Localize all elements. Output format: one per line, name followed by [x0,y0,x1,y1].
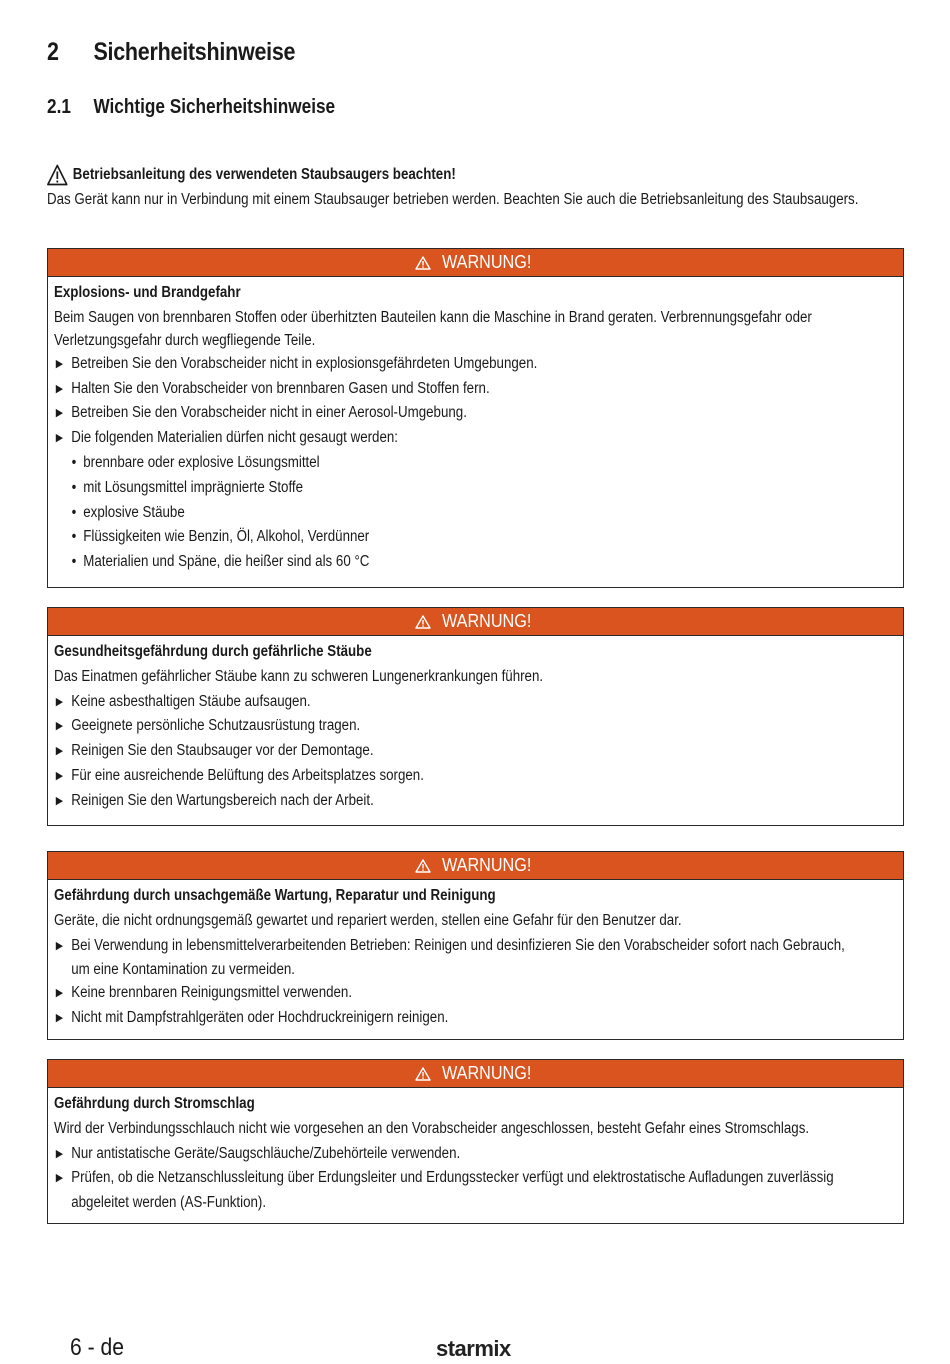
step-item-continued: um eine Kontamination zu vermeiden. [71,961,295,979]
arrow-icon: ▶ [55,432,64,445]
notice-title: Betriebsanleitung des verwendeten Staubsaugers beachten! [72,166,456,183]
step-item: ▶ Nicht mit Dampfstrahlgeräten oder Hochdruckreinigern reinigen. [54,1006,895,1031]
arrow-icon: ▶ [55,987,64,1000]
warning-label: WARNUNG! [441,855,532,875]
bullet-item: • Flüssigkeiten wie Benzin, Öl, Alkohol, Verdünner [54,525,895,550]
warning-intro-line: Das Einatmen gefährlicher Stäube kann zu schweren Lungenerkrankungen führen. [54,667,544,685]
step-item: ▶ Geeignete persönliche Schutzausrüstung tragen. [54,714,895,739]
warning-title: Gefährdung durch unsachgemäße Wartung, Reparatur und Reinigung [54,887,496,904]
step-item: ▶ Keine asbesthaltigen Stäube aufsaugen. [54,690,895,715]
step-item: ▶ Betreiben Sie den Vorabscheider nicht in explosionsgefährdeten Umgebungen. [54,352,895,377]
warning-intro-line: Wird der Verbindungsschlauch nicht wie vorgesehen an den Vorabscheider angeschlossen, besteht Gefahr eines Stromschlags. [54,1119,810,1137]
bullet-item: • Materialien und Späne, die heißer sind als 60 °C [54,550,895,575]
section-title: Sicherheitshinweise [93,38,296,66]
subsection-number: 2.1 [47,96,71,118]
arrow-icon: ▶ [55,407,64,420]
subsection-title: Wichtige Sicherheitshinweise [93,96,336,118]
warning-triangle-icon [415,1067,431,1081]
arrow-icon: ▶ [55,1012,64,1025]
arrow-icon: ▶ [55,939,64,952]
step-item: ▶ Bei Verwendung in lebensmittelverarbeitenden Betrieben: Reinigen und desinfizieren Sie den Vorabscheider sofort nach Gebrauch, [54,934,895,959]
notice [47,164,927,210]
notice-text: Das Gerät kann nur in Verbindung mit einem Staubsauger betrieben werden. Beachten Sie auch die Betriebsanleitung des Staubsaugers. [47,191,859,208]
arrow-icon: ▶ [55,720,64,733]
warning-title: Gesundheitsgefährdung durch gefährliche Stäube [54,643,372,660]
step-item: ▶ Halten Sie den Vorabscheider von brennbaren Gasen und Stoffen fern. [54,377,895,402]
step-item: ▶ Betreiben Sie den Vorabscheider nicht in einer Aerosol-Umgebung. [54,401,895,426]
step-item: ▶ Prüfen, ob die Netzanschlussleitung über Erdungsleiter und Erdungsstecker verfügt und elektrostatische Aufladungen zuverlässig [54,1166,895,1191]
arrow-icon: ▶ [55,1172,64,1185]
step-item-continued: abgeleitet werden (AS-Funktion). [71,1194,267,1212]
arrow-icon: ▶ [55,769,64,782]
warning-triangle-icon [415,859,431,873]
warning-box-electric [47,1059,904,1224]
bullet-icon: • [71,553,77,571]
brand-logo: starmix [436,1336,511,1361]
warning-triangle-icon [415,256,431,270]
arrow-icon: ▶ [55,357,64,370]
warning-title: Explosions- und Brandgefahr [54,284,241,301]
step-item: ▶ Reinigen Sie den Staubsauger vor der Demontage. [54,739,895,764]
arrow-icon: ▶ [55,745,64,758]
warning-label: WARNUNG! [441,252,532,272]
subsection-heading [47,96,335,119]
warning-header [48,852,903,880]
warning-triangle-icon [415,615,431,629]
arrow-icon: ▶ [55,382,64,395]
arrow-icon: ▶ [55,1147,64,1160]
step-item: ▶ Nur antistatische Geräte/Saugschläuche/Zubehörteile verwenden. [54,1142,895,1167]
bullet-item: • explosive Stäube [54,501,895,526]
arrow-icon: ▶ [55,695,64,708]
warning-box-explosion [47,248,904,588]
bullet-item: • mit Lösungsmittel imprägnierte Stoffe [54,476,895,501]
warning-title: Gefährdung durch Stromschlag [54,1095,255,1112]
warning-box-maintenance [47,851,904,1040]
bullet-item: • brennbare oder explosive Lösungsmittel [54,451,895,476]
warning-triangle-icon [47,164,68,186]
step-item: ▶ Keine brennbaren Reinigungsmittel verwenden. [54,981,895,1006]
warning-intro-line: Beim Saugen von brennbaren Stoffen oder überhitzten Bauteilen kann die Maschine in Brand geraten. Verbrennungsgefahr oder [54,308,812,326]
section-heading [47,38,295,67]
arrow-icon: ▶ [55,794,64,807]
bullet-icon: • [71,503,77,521]
bullet-icon: • [71,453,77,471]
page-number: 6 - de [70,1334,125,1361]
warning-box-dust [47,607,904,826]
warning-label: WARNUNG! [441,1063,532,1083]
warning-label: WARNUNG! [441,611,532,631]
bullet-icon: • [71,528,77,546]
warning-header [48,249,903,277]
step-item: ▶ Reinigen Sie den Wartungsbereich nach der Arbeit. [54,789,895,814]
bullet-icon: • [71,478,77,496]
step-item: ▶ Die folgenden Materialien dürfen nicht gesaugt werden: [54,426,895,451]
warning-intro-line: Geräte, die nicht ordnungsgemäß gewartet und repariert werden, stellen eine Gefahr für den Benutzer dar. [54,911,682,929]
section-number: 2 [47,38,59,66]
warning-header [48,608,903,636]
step-item: ▶ Für eine ausreichende Belüftung des Arbeitsplatzes sorgen. [54,764,895,789]
warning-header [48,1060,903,1088]
warning-intro-line: Verletzungsgefahr durch wegfliegende Teile. [54,331,316,349]
